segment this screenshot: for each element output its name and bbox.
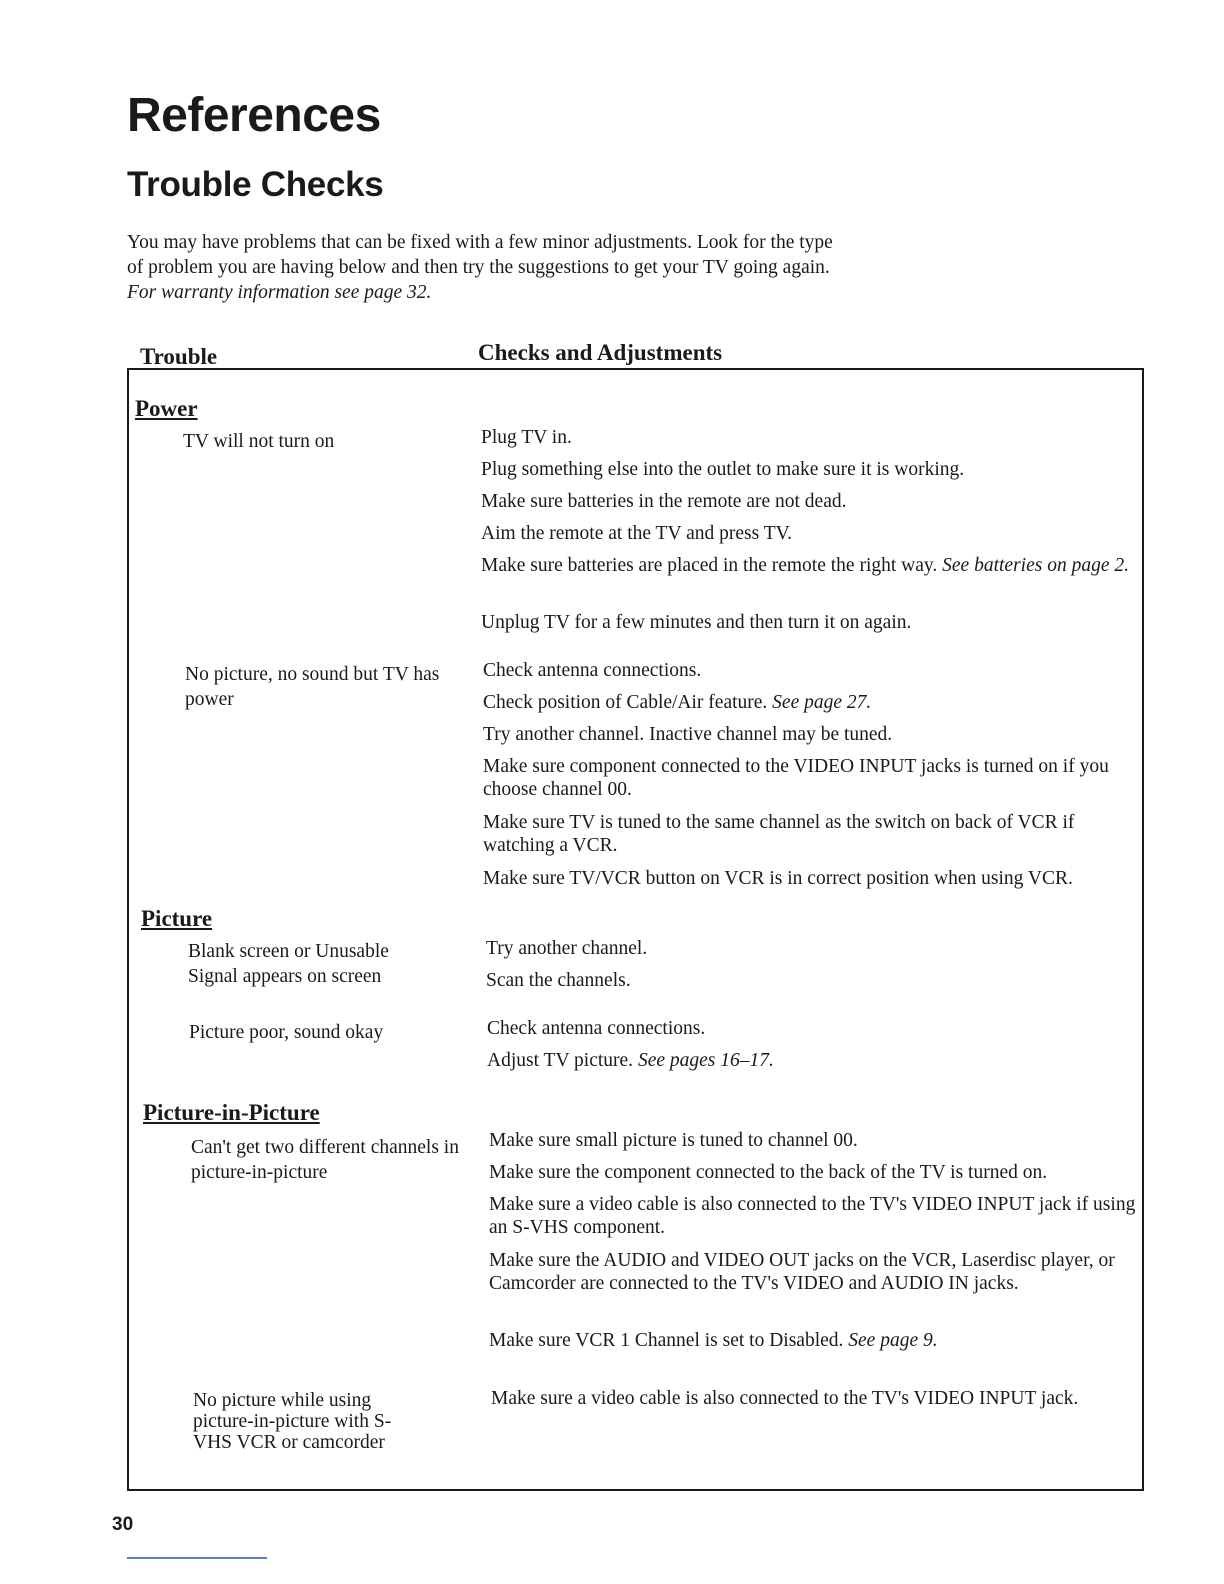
page-number: 30 [112,1514,134,1535]
check-item: Try another channel. [486,938,648,959]
check-item: Make sure the component connected to the back of the TV is turned on. [489,1162,1048,1183]
check-item: Make sure TV is tuned to the same channel as the switch on back of VCR if watching a VCR. [483,812,1075,856]
check-item: Try another channel. Inactive channel may be tuned. [483,724,893,745]
check-item: Make sure a video cable is also connected to the TV's VIDEO INPUT jack if using an S-VHS component. [489,1194,1136,1238]
check-item: Make sure the AUDIO and VIDEO OUT jacks on the VCR, Laserdisc player, or Camcorder are connected to the TV's VIDEO and AUDIO IN jacks. [489,1250,1115,1294]
section-title: Trouble Checks [127,165,384,204]
column-header-trouble: Trouble [140,344,218,369]
trouble-blank-screen: Blank screen or Unusable Signal appears on screen [188,941,389,987]
footer-rule [127,1557,267,1559]
check-item: Check antenna connections. [487,1018,706,1039]
page-title: References [127,89,381,142]
check-item: Scan the channels. [486,970,631,991]
check-item: Aim the remote at the TV and press TV. [481,523,793,544]
check-item: Plug TV in. [481,427,572,448]
check-item: Make sure VCR 1 Channel is set to Disabled. See page 9. [489,1330,938,1351]
category-picture-in-picture: Picture-in-Picture [143,1100,320,1125]
page-reference: See batteries on page 2. [942,555,1129,576]
check-item: Check antenna connections. [483,660,702,681]
trouble-two-channels-pip: Can't get two different channels in picture-in-picture [191,1137,459,1183]
check-item: Make sure component connected to the VIDEO INPUT jacks is turned on if you choose channel 00. [483,756,1109,800]
check-item: Make sure batteries in the remote are not dead. [481,491,847,512]
page-reference: See pages 16–17. [637,1050,774,1071]
trouble-table [127,368,1144,1491]
check-item: Make sure small picture is tuned to channel 00. [489,1130,858,1151]
check-item: Adjust TV picture. See pages 16–17. [487,1050,774,1071]
check-item: Plug something else into the outlet to make sure it is working. [481,459,965,480]
check-item: Make sure a video cable is also connected to the TV's VIDEO INPUT jack. [491,1388,1079,1409]
trouble-tv-not-turn-on: TV will not turn on [183,431,335,452]
check-item: Make sure batteries are placed in the remote the right way. See batteries on page 2. [481,555,1129,576]
column-header-checks: Checks and Adjustments [478,340,723,365]
category-power: Power [135,396,198,421]
trouble-no-picture-pip-svhs: No picture while using picture-in-picture with S-VHS VCR or camcorder [193,1390,392,1453]
trouble-picture-poor: Picture poor, sound okay [189,1022,384,1043]
check-item: Check position of Cable/Air feature. See page 27. [483,692,872,713]
intro-paragraph [127,230,847,305]
trouble-no-picture-no-sound: No picture, no sound but TV has power [185,664,440,710]
check-item: Make sure TV/VCR button on VCR is in correct position when using VCR. [483,868,1073,889]
check-item: Unplug TV for a few minutes and then turn it on again. [481,612,912,633]
category-picture: Picture [141,906,213,931]
page-reference: See page 27. [772,692,872,713]
warranty-reference: For warranty information see page 32. [127,282,432,303]
intro-text: You may have problems that can be fixed with a few minor adjustments. Look for the type of problem you are having below and then try the suggestions to get your TV going again. [127,232,833,278]
page-reference: See page 9. [848,1330,938,1351]
